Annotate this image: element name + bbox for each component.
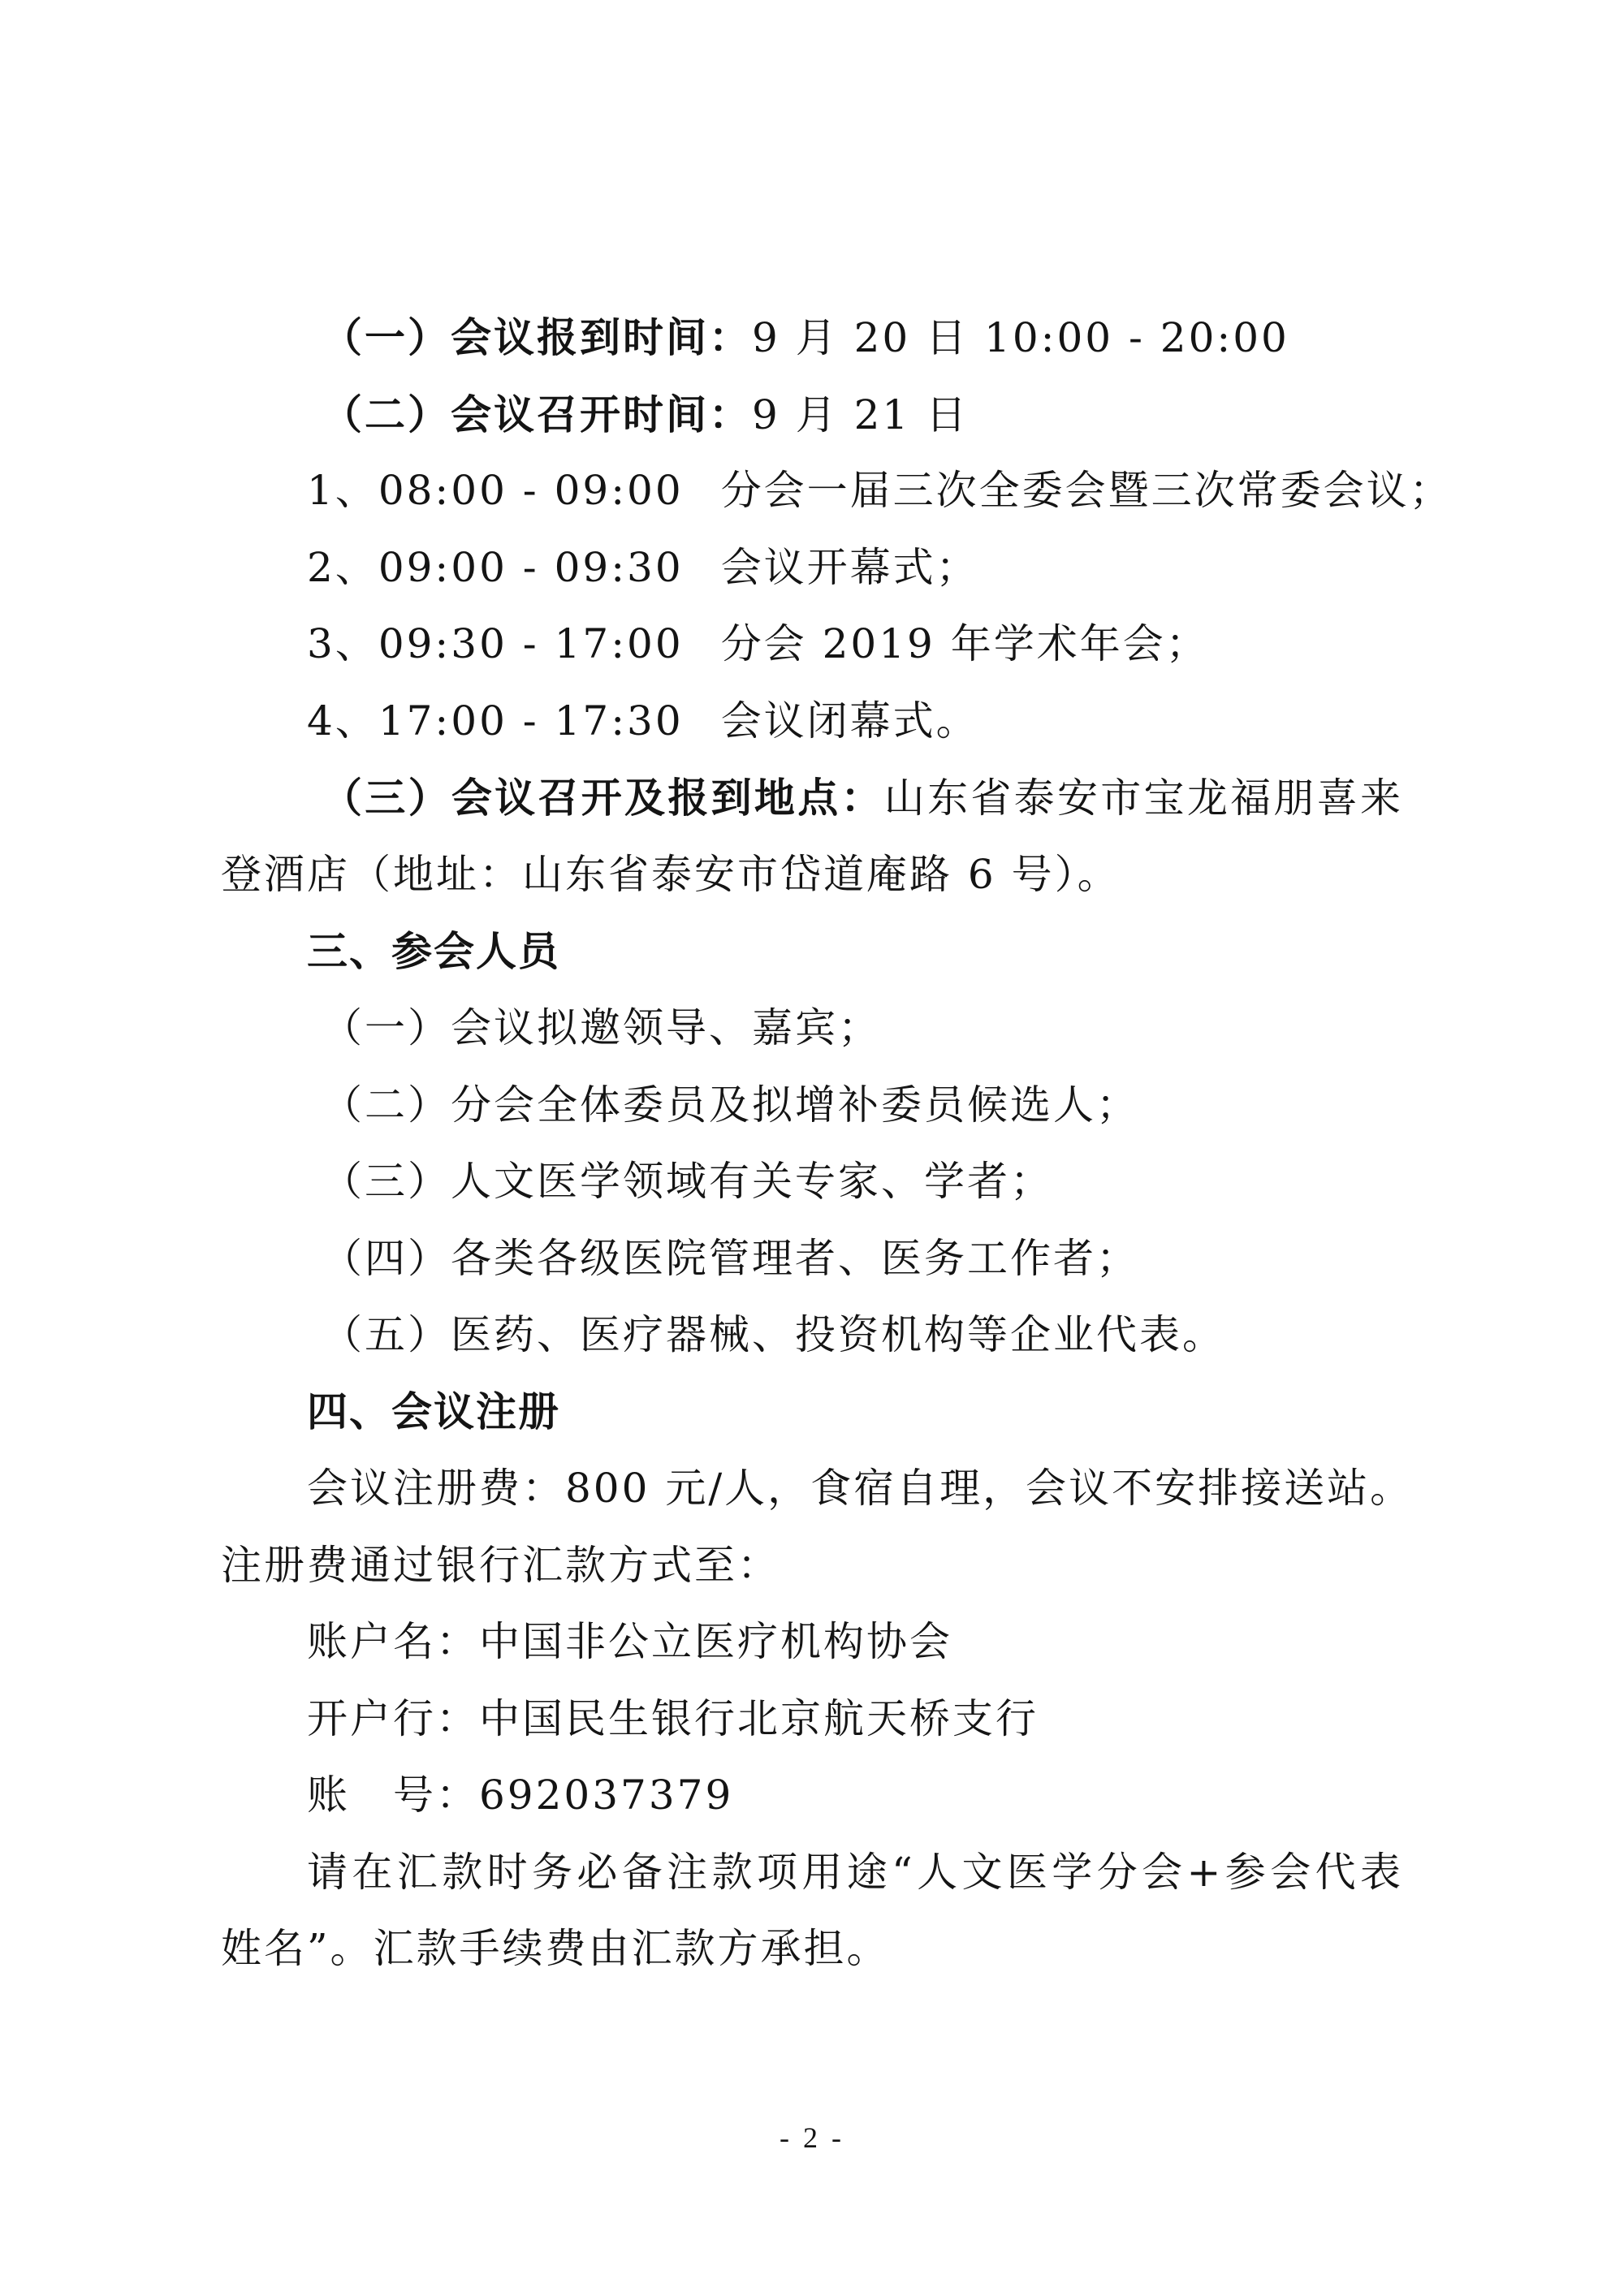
report-time-value: 9 月 20 日 10:00 - 20:00	[752, 314, 1289, 361]
venue-line	[0, 773, 1624, 823]
account-name-label: 账户名：	[307, 1618, 479, 1665]
schedule-event: 分会一届三次全委会暨三次常委会议；	[720, 467, 1453, 514]
schedule-event: 分会 2019 年学术年会；	[720, 620, 1209, 667]
bank-name: 中国民生银行北京航天桥支行	[479, 1695, 1039, 1742]
account-name-line	[0, 1616, 1624, 1667]
schedule-event: 会议开幕式；	[720, 544, 979, 591]
schedule-num: 2、	[307, 544, 378, 591]
attendee-item: （一）会议拟邀领导、嘉宾；	[322, 1004, 881, 1051]
remittance-note-continued: 姓名”。汇款手续费由汇款方承担。	[221, 1925, 890, 1972]
page-number: - 2 -	[780, 2121, 844, 2154]
open-time-label: （二）会议召开时间：	[322, 391, 752, 438]
bank-label: 开户行：	[307, 1695, 479, 1742]
attendee-item: （三）人文医学领域有关专家、学者；	[322, 1158, 1053, 1205]
schedule-event: 会议闭幕式。	[720, 697, 979, 744]
account-number-line	[0, 1770, 1624, 1820]
bank-line	[0, 1694, 1624, 1744]
attendee-item: （四）各类各级医院管理者、医务工作者；	[322, 1235, 1139, 1282]
open-time-value: 9 月 21 日	[752, 391, 970, 438]
schedule-time: 17:00 - 17:30	[378, 697, 684, 744]
account-number-label: 账 号：	[307, 1772, 479, 1819]
venue-value: 山东省泰安市宝龙福朋喜来	[883, 775, 1404, 822]
report-time-label: （一）会议报到时间：	[322, 313, 752, 361]
schedule-time: 09:00 - 09:30	[378, 544, 684, 591]
schedule-item	[0, 542, 1624, 593]
venue-line-continued	[0, 849, 1624, 900]
schedule-num: 3、	[307, 620, 378, 667]
schedule-item	[0, 465, 1624, 516]
account-number: 692037379	[479, 1772, 734, 1819]
schedule-time: 09:30 - 17:00	[378, 620, 684, 667]
registration-fee: 会议注册费：800 元/人，食宿自理，会议不安排接送站。	[307, 1465, 1414, 1512]
remittance-note: 请在汇款时务必备注款项用途“人文医学分会+参会代表	[307, 1849, 1403, 1896]
attendee-item: （二）分会全体委员及拟增补委员候选人；	[322, 1081, 1139, 1129]
attendees-heading: 三、参会人员	[307, 928, 560, 975]
venue-address: 登酒店（地址：山东省泰安市岱道庵路 6 号）。	[221, 851, 1121, 898]
schedule-num: 4、	[307, 697, 378, 744]
registration-heading: 四、会议注册	[307, 1388, 560, 1435]
open-time-line	[0, 390, 1624, 440]
schedule-item	[0, 619, 1624, 669]
schedule-time: 08:00 - 09:00	[378, 467, 684, 514]
schedule-item	[0, 696, 1624, 746]
attendee-item: （五）医药、医疗器械、投资机构等企业代表。	[322, 1311, 1225, 1358]
account-name: 中国非公立医疗机构协会	[479, 1618, 952, 1665]
report-time-line	[0, 313, 1624, 363]
venue-label: （三）会议召开及报到地点：	[322, 774, 884, 822]
registration-fee-continued: 注册费通过银行汇款方式至：	[221, 1542, 780, 1589]
schedule-num: 1、	[307, 467, 378, 514]
